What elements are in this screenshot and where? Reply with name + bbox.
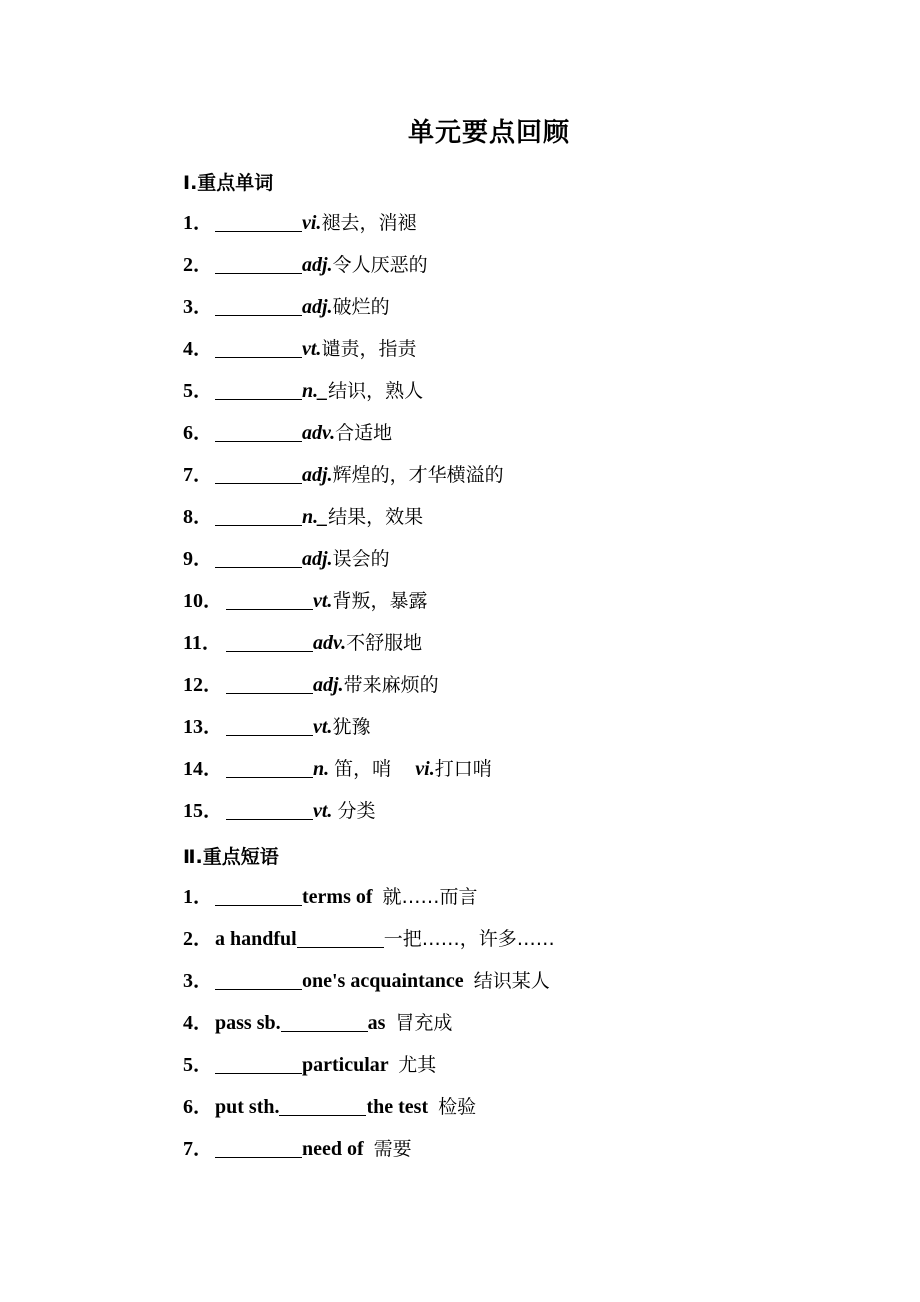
meaning-text: 合适地 [335,422,393,444]
meaning-text: 分类 [337,800,376,822]
phrase-text: put sth. [215,1096,280,1118]
phrase-text: as [367,1012,396,1034]
part-of-speech: adv. [302,422,336,444]
word-item [183,462,504,488]
meaning-text: 令人厌恶的 [332,254,428,276]
answer-blank[interactable] [215,463,302,484]
part-of-speech: vi. [302,212,322,234]
part-of-speech: adv. [313,632,347,654]
meaning-text: 就……而言 [382,886,478,908]
word-item [183,630,422,656]
phrase-item [183,884,478,910]
phrase-text: a handful [215,928,297,950]
meaning-text: 破烂的 [332,296,390,318]
answer-blank[interactable] [279,1095,366,1116]
meaning-text: 褪去，消褪 [321,212,417,234]
item-number: 11． [183,632,222,654]
word-item [183,504,423,530]
phrase-text: the test [366,1096,439,1118]
item-number: 9． [183,548,213,570]
meaning-text: 尤其 [398,1054,437,1076]
phrase-text: one's acquaintance [302,970,474,992]
item-number: 15． [183,800,223,822]
item-number: 5． [183,1054,213,1076]
meaning-text: 不舒服地 [346,632,423,654]
part-of-speech: vi. [415,758,435,780]
meaning-text: 打口哨 [434,758,492,780]
phrase-item [183,1010,452,1036]
meaning-text: 需要 [373,1138,412,1160]
answer-blank[interactable] [226,673,313,694]
part-of-speech: n._ [302,380,329,402]
meaning-text: 一把……，许多…… [383,928,555,950]
meaning-text: 犹豫 [332,716,371,738]
item-number: 8． [183,506,213,528]
word-item [183,798,375,824]
part-of-speech: vt. [313,716,333,738]
section-heading-words: Ⅰ.重点单词 [183,172,274,194]
phrase-item [183,968,550,994]
answer-blank[interactable] [226,799,313,820]
part-of-speech: vt. [302,338,322,360]
meaning-text: 背叛，暴露 [332,590,428,612]
phrase-item [183,926,555,952]
item-number: 14． [183,758,223,780]
part-of-speech: vt. [313,800,338,822]
part-of-speech: adj. [302,548,333,570]
item-number: 5． [183,380,213,402]
part-of-speech: adj. [313,674,344,696]
phrase-item [183,1052,436,1078]
answer-blank[interactable] [215,969,302,990]
phrase-text: particular [302,1054,399,1076]
part-of-speech: n._ [302,506,329,528]
answer-blank[interactable] [297,927,384,948]
item-number: 3． [183,970,213,992]
answer-blank[interactable] [215,211,302,232]
answer-blank[interactable] [215,253,302,274]
section-heading-phrases: Ⅱ.重点短语 [183,846,279,868]
meaning-text: 结果，效果 [328,506,424,528]
meaning-text: 冒充成 [395,1012,453,1034]
answer-blank[interactable] [215,295,302,316]
meaning-text: 检验 [438,1096,477,1118]
word-item [183,588,427,614]
meaning-text: 谴责，指责 [321,338,417,360]
meaning-text: 带来麻烦的 [343,674,439,696]
word-item [183,252,428,278]
item-number: 10． [183,590,223,612]
page-title: 单元要点回顾 [407,118,570,148]
answer-blank[interactable] [215,547,302,568]
item-number: 7． [183,464,213,486]
meaning-text: 结识，熟人 [328,380,424,402]
answer-blank[interactable] [215,1137,302,1158]
word-item [183,210,416,236]
item-number: 2． [183,254,213,276]
word-item [183,714,370,740]
answer-blank[interactable] [281,1011,368,1032]
meaning-text: 误会的 [332,548,390,570]
answer-blank[interactable] [226,589,313,610]
part-of-speech: n. [313,758,335,780]
item-number: 6． [183,1096,213,1118]
item-number: 12． [183,674,223,696]
meaning-text: 结识某人 [473,970,550,992]
item-number: 1． [183,886,213,908]
answer-blank[interactable] [226,715,313,736]
word-item [183,420,392,446]
word-item [183,756,492,782]
answer-blank[interactable] [215,505,302,526]
part-of-speech: adj. [302,464,333,486]
item-number: 4． [183,338,213,360]
answer-blank[interactable] [215,885,302,906]
item-number: 6． [183,422,213,444]
part-of-speech: adj. [302,296,333,318]
answer-blank[interactable] [215,337,302,358]
answer-blank[interactable] [215,1053,302,1074]
phrase-text: pass sb. [215,1012,281,1034]
item-number: 1． [183,212,213,234]
item-number: 2． [183,928,213,950]
item-number: 13． [183,716,223,738]
phrase-text: terms of [302,886,383,908]
item-number: 7． [183,1138,213,1160]
item-number: 4． [183,1012,213,1034]
phrase-item [183,1136,412,1162]
part-of-speech: vt. [313,590,333,612]
word-item [183,294,390,320]
meaning-text: 笛，哨 [334,758,416,780]
answer-blank[interactable] [226,631,313,652]
word-item [183,336,416,362]
word-item [183,546,390,572]
meaning-text: 辉煌的，才华横溢的 [332,464,504,486]
word-item [183,378,423,404]
answer-blank[interactable] [215,421,302,442]
answer-blank[interactable] [226,757,313,778]
word-item [183,672,439,698]
item-number: 3． [183,296,213,318]
phrase-item [183,1094,476,1120]
part-of-speech: adj. [302,254,333,276]
answer-blank[interactable] [215,379,302,400]
phrase-text: need of [302,1138,374,1160]
